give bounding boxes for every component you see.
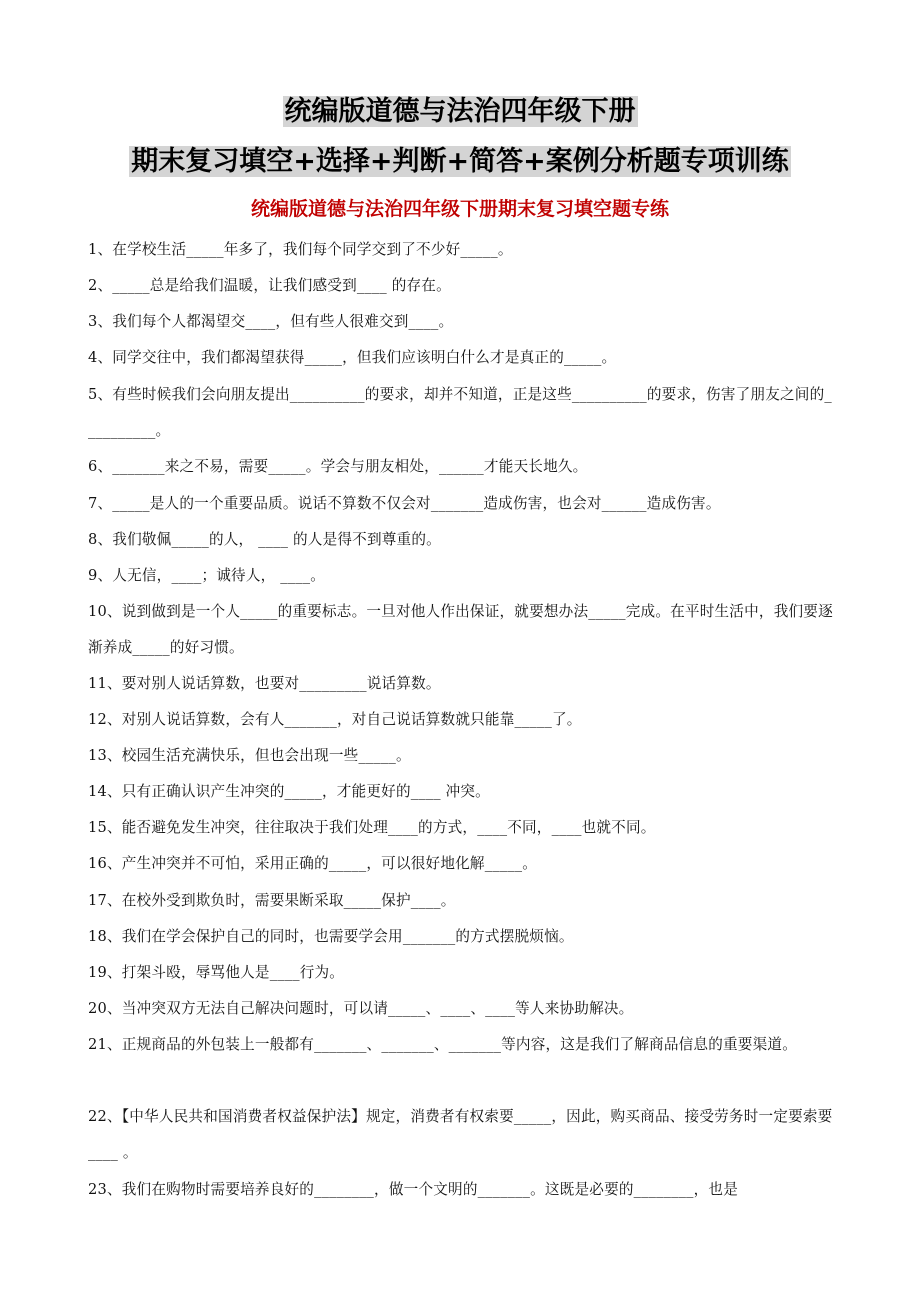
question-3: 3、我们每个人都渴望交____，但有些人很难交到____。 xyxy=(88,313,454,330)
question-1: 1、在学校生活_____年多了，我们每个同学交到了不少好_____。 xyxy=(88,241,513,258)
question-8: 8、我们敬佩_____的人， ____ 的人是得不到尊重的。 xyxy=(88,531,441,548)
question-6: 6、_______来之不易，需要_____。学会与朋友相处，______才能天长地久。 xyxy=(88,458,588,475)
question-5: 5、有些时候我们会向朋友提出__________的要求，却并不知道，正是这些__________的要求，伤害了朋友之间的__________。 xyxy=(88,386,832,439)
question-19: 19、打架斗殴，辱骂他人是____行为。 xyxy=(88,964,345,981)
question-18: 18、我们在学会保护自己的同时，也需要学会用_______的方式摆脱烦恼。 xyxy=(88,928,574,945)
question-11: 11、要对别人说话算数，也要对_________说话算数。 xyxy=(88,675,441,692)
question-10: 10、说到做到是一个人_____的重要标志。一旦对他人作出保证，就要想办法_____完成。在平时生活中，我们要逐渐养成_____的好习惯。 xyxy=(88,603,833,656)
document-title-line1: 统编版道德与法治四年级下册 xyxy=(284,96,636,127)
question-17: 17、在校外受到欺负时，需要果断采取_____保护____。 xyxy=(88,892,456,909)
question-15: 15、能否避免发生冲突，往往取决于我们处理____的方式，____不同，____也就不同。 xyxy=(88,819,656,836)
question-16: 16、产生冲突并不可怕，采用正确的_____，可以很好地化解_____。 xyxy=(88,855,537,872)
question-9: 9、人无信，____；诚待人， ____。 xyxy=(88,567,326,584)
section-heading: 统编版道德与法治四年级下册期末复习填空题专练 xyxy=(250,198,669,220)
question-4: 4、同学交往中，我们都渴望获得_____，但我们应该明白什么才是真正的_____。 xyxy=(88,349,617,366)
question-14: 14、只有正确认识产生冲突的_____，才能更好的____ 冲突。 xyxy=(88,783,490,800)
question-12: 12、对别人说话算数，会有人_______，对自己说话算数就只能靠_____了。 xyxy=(88,711,582,728)
question-2: 2、_____总是给我们温暖，让我们感受到____ 的存在。 xyxy=(88,277,451,294)
question-20: 20、当冲突双方无法自己解决问题时，可以请_____、____、____等人来协助解决。 xyxy=(88,1000,634,1017)
question-23: 23、我们在购物时需要培养良好的________，做一个文明的_______。这既是必要的________，也是 xyxy=(88,1181,739,1198)
question-13: 13、校园生活充满快乐，但也会出现一些_____。 xyxy=(88,747,411,764)
question-21: 21、正规商品的外包装上一般都有_______、_______、_______等内容，这是我们了解商品信息的重要渠道。 xyxy=(88,1036,797,1053)
question-22: 22、【中华人民共和国消费者权益保护法】规定，消费者有权索要_____，因此，购买商品、接受劳务时一定要索要____ 。 xyxy=(88,1108,833,1161)
question-7: 7、_____是人的一个重要品质。说话不算数不仅会对_______造成伤害，也会对______造成伤害。 xyxy=(88,495,721,512)
document-title-line2: 期末复习填空+选择+判断+简答+案例分析题专项训练 xyxy=(131,146,789,177)
